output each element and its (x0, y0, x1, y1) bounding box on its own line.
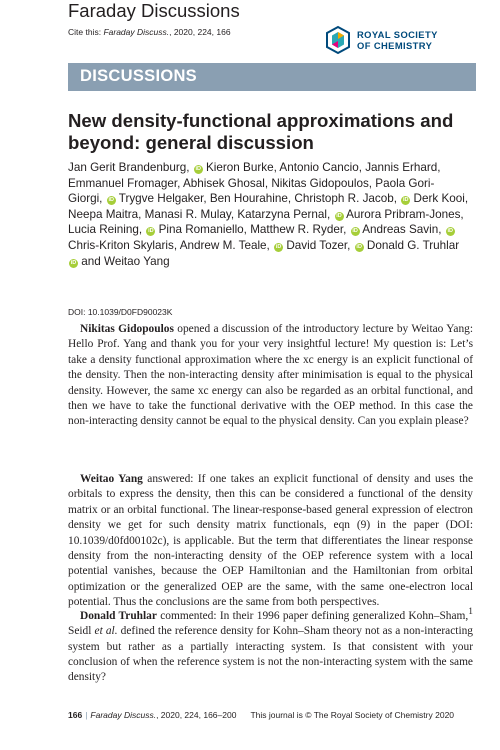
cite-rest: , 2020, 224, 166 (169, 27, 231, 37)
page-footer (68, 710, 454, 720)
author-name: Jan Gerit Brandenburg, (68, 161, 190, 174)
orcid-icon[interactable]: iD (336, 212, 342, 219)
author-name: Emmanuel Fromager, (68, 176, 181, 190)
rsc-line-1: ROYAL SOCIETY (357, 29, 438, 40)
journal-title: Faraday Discussions (68, 0, 240, 21)
discussion-paragraph (68, 472, 473, 611)
author-name: Nikitas Gidopoulos, (271, 176, 373, 190)
paragraph-text: defined the reference density for Kohn–Sham theory not as a non-interacting system but rather as a partially interacting system. Is that consistent with your conclusion of when the reference system is not the non-interacting system with the same density? (68, 625, 473, 684)
author-name: Donald G. Truhlar (366, 238, 460, 252)
discussion-paragraph (68, 605, 473, 686)
author-name: Kieron Burke, (206, 161, 277, 174)
speaker-name: Weitao Yang (80, 473, 143, 485)
section-banner (68, 63, 476, 91)
article-title: New density-functional approximations and beyond: general discussion (68, 110, 454, 153)
cite-prefix: Cite this: (68, 27, 104, 37)
author-name: Andreas Savin, (362, 223, 442, 237)
orcid-icon[interactable]: iD (352, 228, 358, 235)
speaker-name: Donald Truhlar (80, 609, 157, 622)
page-number: 166 (68, 710, 83, 720)
author-name: Chris-Kriton Skylaris, (68, 238, 178, 252)
paragraph-text: answered: If one takes an explicit functional of density and uses the orbitals to express the density, then this can be considered a functional of the density matrix or an orbital functional. The linear-response-based general expression of electron density we get for such density matrix functionals, eqn (9) in the paper (DOI: 10.1039/d0fd00102c), is applicable. But the term that differentiates the linear response density from the non-interacting density of the OEP reference system with a local potential vanishes, because the OEP Hamiltonian and the Hamiltonian from orbital optimization or the generalized OEP are the same, with the same one-electron local potential. Thus the conclusions are the same from both perspectives. (68, 473, 473, 609)
orcid-icon[interactable]: iD (403, 197, 409, 204)
orcid-icon[interactable]: iD (108, 197, 114, 204)
rsc-logo (323, 25, 471, 55)
footer-copyright: This journal is © The Royal Society of Chemistry 2020 (250, 710, 455, 720)
author-name: Manasi R. Mulay, (144, 207, 235, 221)
author-list (68, 160, 470, 269)
author-name: Neepa Maitra, (68, 207, 142, 221)
orcid-icon[interactable]: iD (148, 228, 154, 235)
author-name: David Tozer, (286, 238, 351, 252)
author-name: Christoph R. Jacob, (294, 192, 398, 206)
discussion-paragraph (68, 322, 473, 430)
author-name: Lucia Reining, (68, 223, 143, 237)
orcid-icon[interactable]: iD (447, 228, 453, 235)
footer-journal: Faraday Discuss. (90, 710, 157, 720)
author-name: Pina Romaniello, (158, 223, 247, 237)
paragraph-text: opened a discussion of the introductory lecture by Weitao Yang: Hello Prof. Yang and thank you for your very insightful lecture! My question is: Let’s take a density functional approximation where the xc energy is an explicit functional of the density. Then the non-interacting density after minimisation is equal to the physical density. However, the same xc energy can also be regarded as an orbital functional, and then we have to take the functional derivative with the OEP method. In this case the non-interacting density cannot be equal to the physical density. Can you explain please? (68, 323, 473, 428)
author-name: Jannis Erhard, (365, 161, 441, 174)
author-name: Aurora Pribram-Jones, (346, 207, 464, 221)
cite-line (68, 27, 231, 37)
author-name: Abhisek Ghosal, (182, 176, 269, 190)
author-name: Andrew M. Teale, (179, 238, 270, 252)
author-name: and Weitao Yang (81, 254, 170, 268)
reference-marker[interactable]: 1 (468, 607, 473, 617)
section-label: DISCUSSIONS (80, 67, 197, 85)
orcid-icon[interactable]: iD (356, 243, 362, 250)
speaker-name: Nikitas Gidopoulos (80, 323, 174, 335)
et-al: et al. (94, 625, 118, 638)
author-name: Antonio Cancio, (279, 161, 362, 174)
author-name: Derk Kooi, (413, 192, 469, 206)
orcid-icon[interactable]: iD (275, 243, 282, 250)
paragraph-text: Seidl (68, 625, 95, 638)
footer-divider: | (85, 710, 88, 720)
cite-journal: Faraday Discuss. (103, 27, 170, 37)
author-name: Paola Gori-Giorgi, (68, 176, 435, 206)
author-name: Trygve Helgaker, (118, 192, 207, 206)
rsc-emblem-icon (323, 25, 353, 55)
author-name: Katarzyna Pernal, (237, 207, 331, 221)
doi-link[interactable]: DOI: 10.1039/D0FD90023K (68, 307, 173, 317)
footer-cite: , 2020, 224, 166–200 (156, 710, 237, 720)
paragraph-text: commented: In their 1996 paper defining generalized Kohn–Sham, (156, 609, 469, 622)
rsc-wordmark (357, 29, 438, 51)
rsc-line-2: OF CHEMISTRY (357, 40, 433, 51)
author-name: Matthew R. Ryder, (250, 223, 347, 237)
orcid-icon[interactable]: iD (70, 259, 77, 266)
author-name: Ben Hourahine, (209, 192, 292, 206)
orcid-icon[interactable]: iD (195, 166, 201, 172)
